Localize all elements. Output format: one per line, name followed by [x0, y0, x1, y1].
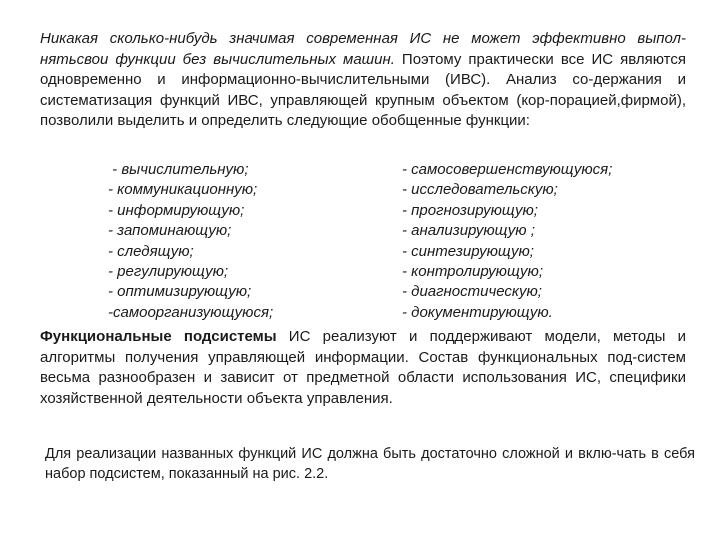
list-item: - коммуникационную; [108, 181, 258, 199]
list-item: - прогнозирующую; [402, 201, 538, 219]
list-item: -самоорганизующуюся; [108, 303, 274, 321]
implementation-paragraph: Для реализации названных функций ИС должна быть достаточно сложной и вклю-чать в себя набор подсистем, показанный на рис. 2.2. [45, 446, 695, 482]
functional-normal-text: ИС реализуют и поддерживают модели, методы и алгоритмы получения управляющей информации. Состав функциональных под-систем весьма разнообразен и зависит от предметной области использования ИС, специфики хозяйственной деятельности объекта управления. [40, 328, 686, 407]
functional-subsystems-paragraph [40, 327, 686, 409]
list-item: - следящую; [108, 242, 194, 260]
list-item: - исследовательскую; [402, 181, 558, 199]
functions-list-left [108, 160, 358, 323]
intro-normal-text: Поэтому практически все ИС являются одновременно и информационно-вычислительными (ИВС). Анализ со-держания и систематизация функций ИВС, управляющей крупным объектом (кор-порацией,фирмой), позволили выделить и определить следующие обобщенные функции: [40, 50, 686, 129]
list-item: - контролирующую; [402, 263, 543, 281]
list-item: - синтезирующую; [402, 242, 534, 260]
functions-list-right [402, 160, 662, 323]
list-item: - оптимизирующую; [108, 283, 252, 301]
list-item: - документирующую. [402, 303, 553, 321]
list-item: - регулирующую; [108, 263, 229, 281]
list-item: - информирующую; [108, 201, 245, 219]
intro-italic-text: Никакая сколько-нибудь значимая современная ИС не может эффективно выпол-нятьсвои функции без вычислительных машин. [40, 30, 686, 68]
list-item: - диагностическую; [402, 283, 542, 301]
list-item: - запоминающую; [108, 222, 232, 240]
functional-bold-term: Функциональные подсистемы [40, 328, 277, 345]
list-item: - вычислительную; [108, 161, 249, 178]
list-item: - самосовершенствующуюся; [402, 161, 613, 178]
list-item: - анализирующую ; [402, 222, 535, 240]
intro-paragraph [40, 29, 686, 132]
